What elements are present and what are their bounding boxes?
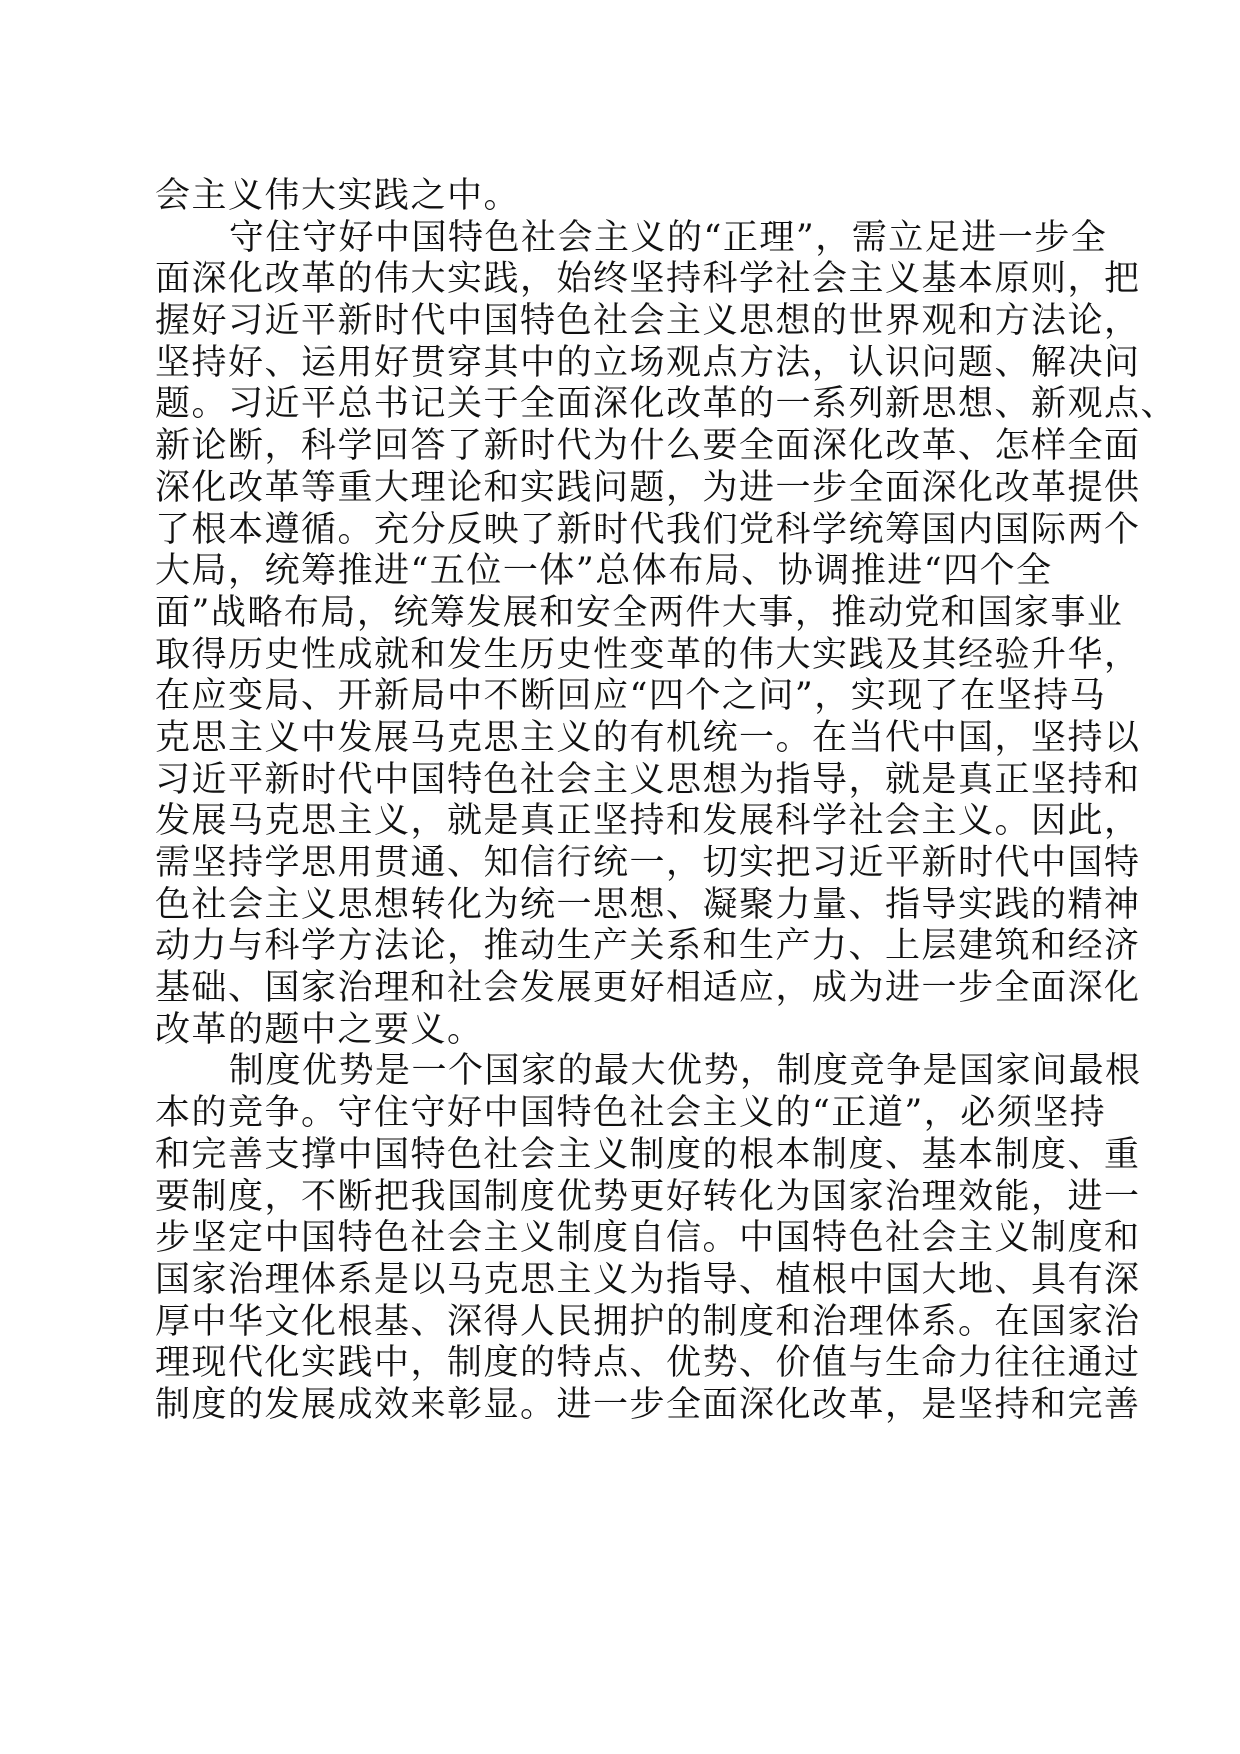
text-line: 坚持好、运用好贯穿其中的立场观点方法，认识问题、解决问 (155, 342, 1141, 383)
text-line: 面”战略布局，统筹发展和安全两件大事，推动党和国家事业 (155, 592, 1124, 633)
text-line: 了根本遵循。充分反映了新时代我们党科学统筹国内国际两个 (155, 509, 1141, 550)
text-line: 握好习近平新时代中国特色社会主义思想的世界观和方法论， (155, 301, 1141, 342)
text-line: 改革的题中之要义。 (155, 1009, 484, 1050)
text-line: 需坚持学思用贯通、知信行统一，切实把习近平新时代中国特 (155, 843, 1141, 883)
text-line: 理现代化实践中，制度的特点、优势、价值与生命力往往通过 (155, 1343, 1141, 1384)
text-line: 会主义伟大实践之中。 (155, 176, 521, 216)
text-line: 国家治理体系是以马克思主义为指导、植根中国大地、具有深 (155, 1259, 1141, 1300)
text-line: 题。习近平总书记关于全面深化改革的一系列新思想、新观点、 (155, 384, 1178, 425)
text-line: 新论断，科学回答了新时代为什么要全面深化改革、怎样全面 (155, 426, 1141, 467)
text-line: 深化改革等重大理论和实践问题，为进一步全面深化改革提供 (155, 467, 1141, 508)
text-line: 制度的发展成效来彰显。进一步全面深化改革，是坚持和完善 (155, 1384, 1141, 1425)
text-line: 步坚定中国特色社会主义制度自信。中国特色社会主义制度和 (155, 1218, 1141, 1259)
text-line: 面深化改革的伟大实践，始终坚持科学社会主义基本原则，把 (155, 259, 1141, 300)
text-line: 发展马克思主义，就是真正坚持和发展科学社会主义。因此， (155, 801, 1141, 842)
text-line: 克思主义中发展马克思主义的有机统一。在当代中国，坚持以 (155, 717, 1141, 758)
paragraph-first-line: 制度优势是一个国家的最大优势，制度竞争是国家间最根 (229, 1051, 1142, 1092)
text-line: 动力与科学方法论，推动生产关系和生产力、上层建筑和经济 (155, 926, 1141, 967)
text-line: 要制度，不断把我国制度优势更好转化为国家治理效能，进一 (155, 1176, 1141, 1217)
text-line: 本的竞争。守住守好中国特色社会主义的“正道”，必须坚持 (155, 1093, 1107, 1134)
text-line: 习近平新时代中国特色社会主义思想为指导，就是真正坚持和 (155, 759, 1141, 800)
text-line: 色社会主义思想转化为统一思想、凝聚力量、指导实践的精神 (155, 884, 1141, 925)
text-line: 和完善支撑中国特色社会主义制度的根本制度、基本制度、重 (155, 1134, 1141, 1175)
text-line: 基础、国家治理和社会发展更好相适应，成为进一步全面深化 (155, 968, 1141, 1009)
paragraph-first-line: 守住守好中国特色社会主义的“正理”，需立足进一步全 (229, 217, 1108, 258)
text-line: 大局，统筹推进“五位一体”总体布局、协调推进“四个全 (155, 551, 1053, 592)
text-line: 在应变局、开新局中不断回应“四个之问”，实现了在坚持马 (155, 676, 1107, 717)
text-line: 取得历史性成就和发生历史性变革的伟大实践及其经验升华， (155, 634, 1141, 675)
body-text (155, 176, 1178, 1427)
text-line: 厚中华文化根基、深得人民拥护的制度和治理体系。在国家治 (155, 1301, 1141, 1342)
